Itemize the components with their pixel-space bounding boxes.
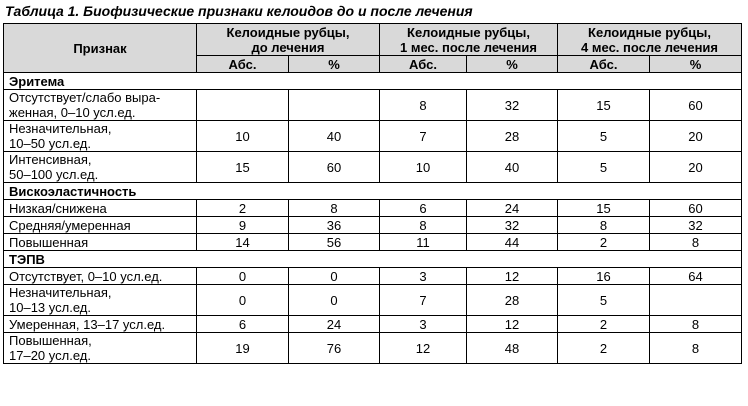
cell-pct: 24 xyxy=(467,200,558,217)
cell-pct: 20 xyxy=(650,121,742,152)
row-label-line: 10–13 усл.ед. xyxy=(9,300,91,315)
cell-pct: 64 xyxy=(650,268,742,285)
cell-pct: 24 xyxy=(289,316,380,333)
section-row xyxy=(4,251,742,268)
cell-pct: 40 xyxy=(289,121,380,152)
cell-pct: 48 xyxy=(467,333,558,364)
table-body xyxy=(4,73,742,364)
table-row xyxy=(4,285,742,316)
cell-abs: 15 xyxy=(558,90,650,121)
section-title: Эритема xyxy=(4,73,742,90)
cell-pct: 12 xyxy=(467,316,558,333)
cell-abs: 6 xyxy=(197,316,289,333)
cell-pct: 60 xyxy=(650,200,742,217)
table-caption: Таблица 1. Биофизические признаки келоидов до и после лечения xyxy=(5,3,473,19)
row-label-line: женная, 0–10 усл.ед. xyxy=(9,105,136,120)
row-label xyxy=(4,152,197,183)
cell-pct: 32 xyxy=(467,217,558,234)
row-label-line: Интенсивная, xyxy=(9,152,92,167)
cell-pct: 32 xyxy=(467,90,558,121)
row-label-line: Отсутствует/слабо выра- xyxy=(9,90,161,105)
cell-abs: 5 xyxy=(558,285,650,316)
cell-abs: 7 xyxy=(380,285,467,316)
row-label xyxy=(4,285,197,316)
cell-pct: 40 xyxy=(467,152,558,183)
row-label xyxy=(4,316,197,333)
subheader-pct: % xyxy=(467,56,558,73)
cell-abs: 8 xyxy=(380,90,467,121)
row-label-line: Незначительная, xyxy=(9,285,112,300)
table-row xyxy=(4,200,742,217)
cell-abs: 8 xyxy=(558,217,650,234)
cell-pct: 60 xyxy=(289,152,380,183)
cell-abs: 3 xyxy=(380,268,467,285)
cell-pct: 0 xyxy=(289,268,380,285)
row-label-line: 10–50 усл.ед. xyxy=(9,136,91,151)
table-row xyxy=(4,121,742,152)
header-group-before xyxy=(197,24,380,56)
table-row xyxy=(4,268,742,285)
cell-abs: 5 xyxy=(558,152,650,183)
biophysical-table xyxy=(3,23,742,364)
cell-pct: 56 xyxy=(289,234,380,251)
cell-abs: 9 xyxy=(197,217,289,234)
cell-abs: 0 xyxy=(197,285,289,316)
cell-pct: 8 xyxy=(650,234,742,251)
table-row xyxy=(4,152,742,183)
section-row xyxy=(4,183,742,200)
cell-abs: 0 xyxy=(197,268,289,285)
row-label-line: Средняя/умеренная xyxy=(9,217,131,233)
cell-pct: 76 xyxy=(289,333,380,364)
cell-abs: 3 xyxy=(380,316,467,333)
cell-abs: 2 xyxy=(558,333,650,364)
row-label-line: Низкая/снижена xyxy=(9,200,107,216)
cell-abs: 14 xyxy=(197,234,289,251)
header-group-line: до лечения xyxy=(251,39,325,55)
row-label-line: Отсутствует, 0–10 усл.ед. xyxy=(9,268,163,284)
cell-abs xyxy=(197,90,289,121)
row-label xyxy=(4,234,197,251)
cell-pct: 8 xyxy=(650,316,742,333)
cell-pct: 44 xyxy=(467,234,558,251)
table-row xyxy=(4,316,742,333)
cell-pct: 32 xyxy=(650,217,742,234)
row-label-line: 50–100 усл.ед. xyxy=(9,167,99,182)
header-group-line: 1 мес. после лечения xyxy=(400,39,537,55)
cell-abs: 15 xyxy=(197,152,289,183)
row-label xyxy=(4,217,197,234)
row-label xyxy=(4,333,197,364)
cell-abs: 6 xyxy=(380,200,467,217)
table-row xyxy=(4,90,742,121)
cell-abs: 19 xyxy=(197,333,289,364)
section-row xyxy=(4,73,742,90)
row-label xyxy=(4,90,197,121)
header-group-4-months xyxy=(558,24,742,56)
cell-abs: 2 xyxy=(197,200,289,217)
section-title: Вискоэластичность xyxy=(4,183,742,200)
cell-abs: 5 xyxy=(558,121,650,152)
cell-abs: 15 xyxy=(558,200,650,217)
cell-pct: 60 xyxy=(650,90,742,121)
subheader-pct: % xyxy=(650,56,742,73)
header-group-line: Келоидные рубцы, xyxy=(226,24,350,40)
table-row xyxy=(4,217,742,234)
subheader-pct: % xyxy=(289,56,380,73)
cell-pct: 8 xyxy=(650,333,742,364)
cell-pct xyxy=(289,90,380,121)
cell-abs: 2 xyxy=(558,234,650,251)
cell-abs: 12 xyxy=(380,333,467,364)
row-label xyxy=(4,121,197,152)
row-label xyxy=(4,200,197,217)
cell-pct: 0 xyxy=(289,285,380,316)
section-title: ТЭПВ xyxy=(4,251,742,268)
cell-abs: 11 xyxy=(380,234,467,251)
cell-abs: 8 xyxy=(380,217,467,234)
cell-pct: 36 xyxy=(289,217,380,234)
header-group-line: Келоидные рубцы, xyxy=(588,24,711,40)
cell-abs: 10 xyxy=(380,152,467,183)
row-label xyxy=(4,268,197,285)
cell-pct xyxy=(650,285,742,316)
cell-pct: 12 xyxy=(467,268,558,285)
header-feature: Признак xyxy=(4,24,197,73)
row-label-line: Умеренная, 13–17 усл.ед. xyxy=(9,316,166,332)
header-group-line: Келоидные рубцы, xyxy=(407,24,530,40)
subheader-abs: Абс. xyxy=(558,56,650,73)
cell-pct: 20 xyxy=(650,152,742,183)
row-label-line: Повышенная xyxy=(9,234,89,250)
header-group-1-month xyxy=(380,24,558,56)
cell-pct: 28 xyxy=(467,285,558,316)
cell-abs: 16 xyxy=(558,268,650,285)
header-row xyxy=(4,24,742,56)
cell-abs: 7 xyxy=(380,121,467,152)
subheader-abs: Абс. xyxy=(380,56,467,73)
subheader-abs: Абс. xyxy=(197,56,289,73)
row-label-line: Повышенная, xyxy=(9,333,92,348)
table-row xyxy=(4,333,742,364)
row-label-line: 17–20 усл.ед. xyxy=(9,348,91,363)
cell-abs: 2 xyxy=(558,316,650,333)
cell-abs: 10 xyxy=(197,121,289,152)
cell-pct: 28 xyxy=(467,121,558,152)
table-row xyxy=(4,234,742,251)
header-group-line: 4 мес. после лечения xyxy=(581,39,718,55)
row-label-line: Незначительная, xyxy=(9,121,112,136)
cell-pct: 8 xyxy=(289,200,380,217)
